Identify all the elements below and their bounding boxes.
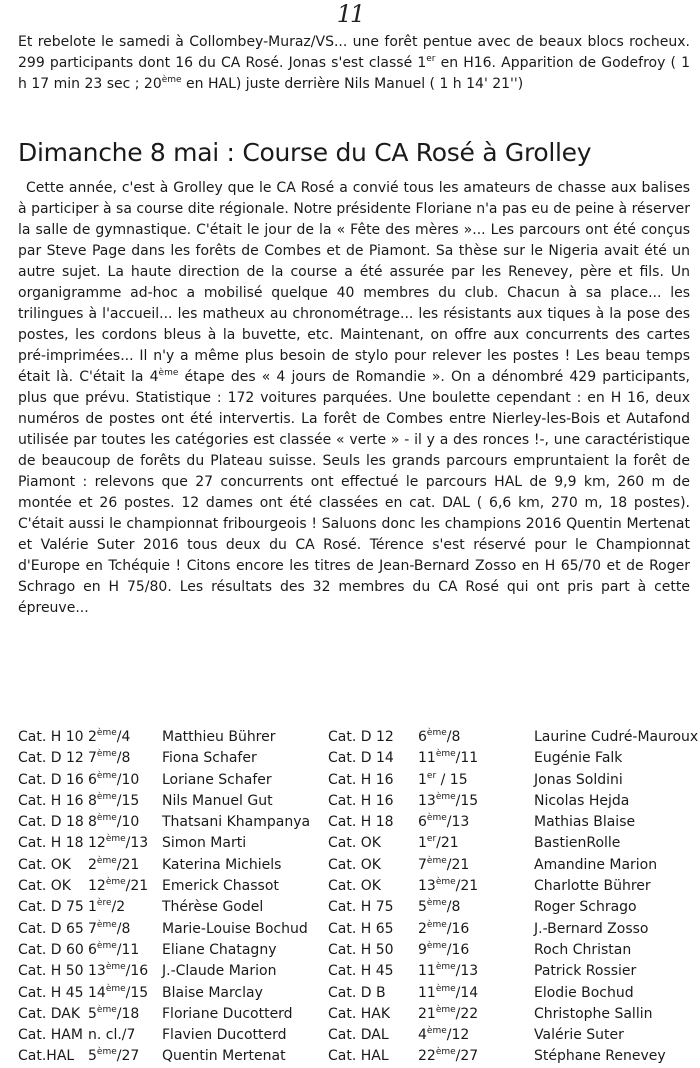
result-rank: 7ème/8 bbox=[88, 749, 131, 767]
result-rank: 12ème/13 bbox=[88, 834, 149, 852]
intro-paragraph: Et rebelote le samedi à Collombey-Muraz/VS... une forêt pentue avec de beaux blocs rocheux. 299 participants dont 16 du CA Rosé. Jonas s'est classé 1er en H16. Apparition de Godefroy ( 1 h 17 min 23 sec ; 20ème en HAL) juste derrière Nils Manuel ( 1 h 14' 21'') bbox=[18, 34, 690, 92]
result-row bbox=[18, 961, 698, 982]
result-category: Cat. H 16 bbox=[18, 792, 84, 809]
result-name: Loriane Schafer bbox=[162, 771, 272, 788]
result-name: Simon Marti bbox=[162, 835, 247, 852]
result-category: Cat. H 75 bbox=[328, 899, 394, 916]
result-name: Roch Christan bbox=[534, 941, 632, 958]
result-category: Cat. D B bbox=[328, 984, 386, 1001]
article-body: Cette année, c'est à Grolley que le CA Rosé a convié tous les amateurs de chasse aux balises à participer à sa course dite régionale. Notre présidente Floriane n'a pas eu de peine à réserver la salle de gymnastique. C'était le jour de la « Fête des mères »... Les parcours ont été conçus par Steve Page dans les forêts de Combes et de Piamont. Sa thèse sur le Nigeria avait été un autre sujet. La haute direction de la course a été assurée par les Renevey, père et fils. Un organigramme ad-hoc a mobilisé quelque 40 membres du club. Chacun à sa place... les trilingues à l'accueil... les matheux au chronométrage... les résistants aux tiques à la pose des postes, les cordons bleus à la buvette, etc. Maintenant, on offre aux concurrents des cartes pré-imprimées... Il n'y a même plus besoin de stylo pour relever les postes ! Les beau temps était là. C'était la 4ème étape des « 4 jours de Romandie ». On a dénombré 429 participants, plus que prévu. Statistique : 172 voitures parquées. Une boulette cependant : en H 16, deux numéros de postes ont été intervertis. La forêt de Combes entre Nierley-les-Bois et Autafond utilisée par toutes les catégories est classée « verte » - il y a des ronces !-, une caractéristique de beaucoup de forêts du Plateau suisse. Seuls les grands parcours empruntaient la forêt de Piamont : relevons que 27 concurrents ont effectué le parcours HAL de 9,9 km, 260 m de montée et 26 postes. 12 dames ont été classées en cat. DAL ( 6,6 km, 270 m, 18 postes). C'était aussi le championnat fribourgeois ! Saluons donc les champions 2016 Quentin Mertenat et Valérie Suter 2016 tous deux du CA Rosé. Térence s'est réservé pour le Championnat d'Europe en Tchéquie ! Citons encore les titres de Jean-Bernard Zosso en H 65/70 et de Roger Schrago en H 75/80. Les résultats des 32 membres du CA Rosé qui ont pris part à cette épreuve... bbox=[18, 180, 690, 616]
result-category: Cat. H 18 bbox=[18, 835, 84, 852]
result-rank: 12ème/21 bbox=[88, 877, 149, 895]
result-category: Cat. H 16 bbox=[328, 771, 394, 788]
result-name: Nils Manuel Gut bbox=[162, 792, 273, 809]
result-category: Cat. D 16 bbox=[18, 771, 84, 788]
result-category: Cat. D 75 bbox=[18, 899, 84, 916]
result-category: Cat. OK bbox=[18, 856, 71, 873]
result-name: Charlotte Bührer bbox=[534, 878, 651, 895]
result-name: Laurine Cudré-Mauroux bbox=[534, 729, 699, 745]
result-category: Cat. OK bbox=[328, 878, 381, 895]
result-name: Blaise Marclay bbox=[162, 984, 263, 1001]
result-name: Matthieu Bührer bbox=[162, 729, 276, 745]
result-rank: 6ème/13 bbox=[418, 813, 470, 831]
result-category: Cat. H 45 bbox=[328, 963, 394, 980]
result-category: Cat. D 65 bbox=[18, 920, 84, 937]
result-category: Cat. HAM bbox=[18, 1027, 83, 1044]
result-category: Cat. H 65 bbox=[328, 920, 394, 937]
result-category: Cat. H 50 bbox=[328, 941, 394, 958]
result-rank: 5ème/27 bbox=[88, 1047, 140, 1065]
result-name: Emerick Chassot bbox=[162, 878, 279, 895]
result-category: Cat. D 18 bbox=[18, 814, 84, 831]
result-category: Cat. H 45 bbox=[18, 984, 84, 1001]
result-rank: 1er / 15 bbox=[418, 770, 468, 788]
result-row bbox=[18, 876, 698, 897]
result-name: Marie-Louise Bochud bbox=[162, 920, 308, 937]
article-title: Dimanche 8 mai : Course du CA Rosé à Grolley bbox=[18, 138, 592, 167]
result-rank: 6ème/11 bbox=[88, 940, 140, 958]
result-rank: 6ème/10 bbox=[88, 770, 140, 788]
result-row bbox=[18, 919, 698, 940]
result-name: BastienRolle bbox=[534, 835, 621, 852]
result-row bbox=[18, 855, 698, 876]
result-rank: 21ème/22 bbox=[418, 1004, 479, 1022]
result-name: Stéphane Renevey bbox=[534, 1048, 666, 1065]
result-rank: 1er/21 bbox=[418, 834, 459, 852]
result-rank: 11ème/11 bbox=[418, 749, 479, 767]
result-row bbox=[18, 1046, 698, 1067]
result-row bbox=[18, 727, 698, 748]
result-category: Cat. OK bbox=[18, 878, 71, 895]
result-name: Floriane Ducotterd bbox=[162, 1005, 293, 1022]
result-rank: 5ème/18 bbox=[88, 1004, 140, 1022]
result-rank: 22ème/27 bbox=[418, 1047, 479, 1065]
result-name: Thatsani Khampanya bbox=[162, 814, 311, 831]
result-rank: 5ème/8 bbox=[418, 898, 461, 916]
result-category: Cat. H 18 bbox=[328, 814, 394, 831]
result-name: Katerina Michiels bbox=[162, 856, 282, 873]
result-category: Cat. D 12 bbox=[328, 729, 394, 745]
result-rank: 8ème/10 bbox=[88, 813, 140, 831]
result-name: Valérie Suter bbox=[534, 1027, 624, 1044]
result-category: Cat. DAL bbox=[328, 1027, 389, 1044]
result-rank: 1ère/2 bbox=[88, 898, 126, 916]
result-row bbox=[18, 770, 698, 791]
result-category: Cat. D 12 bbox=[18, 750, 84, 767]
result-category: Cat. HAL bbox=[328, 1048, 389, 1065]
result-name: Nicolas Hejda bbox=[534, 792, 630, 809]
result-name: Amandine Marion bbox=[534, 856, 658, 873]
result-category: Cat. D 60 bbox=[18, 941, 84, 958]
result-rank: 2ème/16 bbox=[418, 919, 470, 937]
result-category: Cat. DAK bbox=[18, 1005, 81, 1022]
result-rank: 13ème/16 bbox=[88, 962, 149, 980]
result-rank: 7ème/8 bbox=[88, 919, 131, 937]
result-name: J.-Bernard Zosso bbox=[534, 920, 649, 937]
result-category: Cat. D 14 bbox=[328, 750, 394, 767]
result-name: Thérèse Godel bbox=[162, 899, 264, 916]
result-category: Cat. OK bbox=[328, 856, 381, 873]
result-rank: 13ème/21 bbox=[418, 877, 479, 895]
result-name: Elodie Bochud bbox=[534, 984, 634, 1001]
result-category: Cat. H 50 bbox=[18, 963, 84, 980]
result-category: Cat.HAL bbox=[18, 1048, 75, 1065]
result-rank: 2ème/21 bbox=[88, 855, 140, 873]
result-category: Cat. H 10 bbox=[18, 729, 84, 745]
result-name: Mathias Blaise bbox=[534, 814, 636, 831]
result-name: Eliane Chatagny bbox=[162, 941, 277, 958]
result-rank: 11ème/14 bbox=[418, 983, 479, 1001]
result-row bbox=[18, 897, 698, 918]
result-name: Jonas Soldini bbox=[534, 771, 623, 788]
result-category: Cat. HAK bbox=[328, 1005, 391, 1022]
result-row bbox=[18, 748, 698, 769]
result-name: Fiona Schafer bbox=[162, 750, 257, 767]
result-name: Flavien Ducotterd bbox=[162, 1027, 287, 1044]
result-rank: 2ème/4 bbox=[88, 728, 131, 745]
result-name: Quentin Mertenat bbox=[162, 1048, 286, 1065]
result-row bbox=[18, 983, 698, 1004]
result-name: Roger Schrago bbox=[534, 899, 637, 916]
result-rank: n. cl./7 bbox=[88, 1027, 136, 1044]
result-name: Christophe Sallin bbox=[534, 1005, 653, 1022]
result-category: Cat. H 16 bbox=[328, 792, 394, 809]
page-number: 11 bbox=[336, 0, 364, 28]
result-rank: 14ème/15 bbox=[88, 983, 149, 1001]
result-rank: 7ème/21 bbox=[418, 855, 470, 873]
result-row bbox=[18, 940, 698, 961]
result-rank: 9ème/16 bbox=[418, 940, 470, 958]
result-name: Patrick Rossier bbox=[534, 963, 637, 980]
result-rank: 6ème/8 bbox=[418, 728, 461, 745]
results-list bbox=[18, 727, 698, 1068]
result-row bbox=[18, 1004, 698, 1025]
result-rank: 13ème/15 bbox=[418, 791, 479, 809]
result-row bbox=[18, 833, 698, 854]
result-rank: 11ème/13 bbox=[418, 962, 479, 980]
result-category: Cat. OK bbox=[328, 835, 381, 852]
result-name: Eugénie Falk bbox=[534, 750, 623, 767]
result-rank: 4ème/12 bbox=[418, 1026, 470, 1044]
result-name: J.-Claude Marion bbox=[162, 963, 277, 980]
result-row bbox=[18, 812, 698, 833]
result-row bbox=[18, 791, 698, 812]
result-row bbox=[18, 1025, 698, 1046]
result-rank: 8ème/15 bbox=[88, 791, 140, 809]
